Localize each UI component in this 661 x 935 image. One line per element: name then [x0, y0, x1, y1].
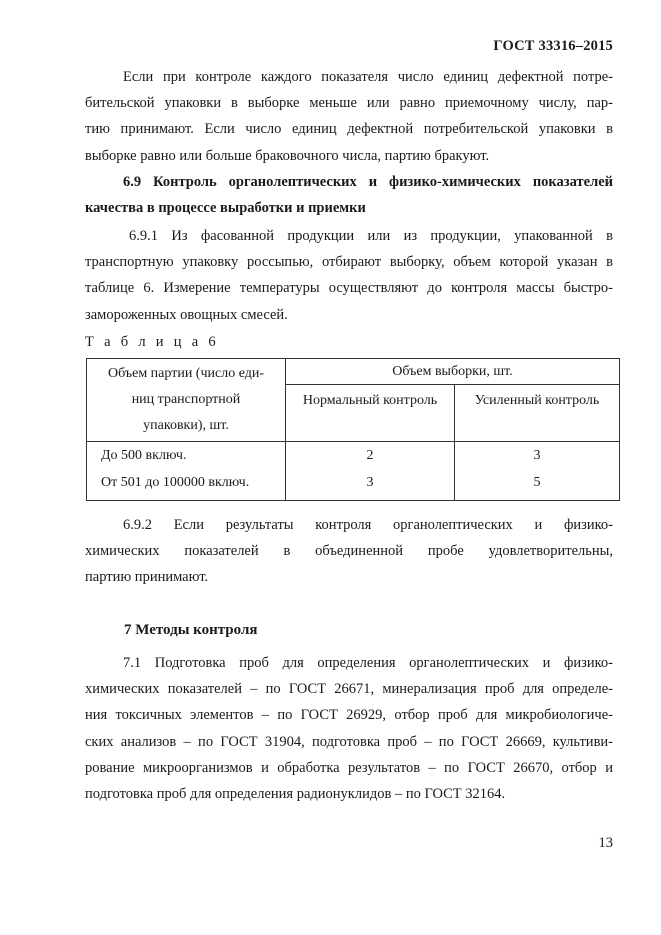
column-header-sample-size: Объем выборки, шт.	[286, 359, 620, 385]
text-line: химических показателей – по ГОСТ 26671, минерализация проб для определе-	[85, 681, 613, 698]
header-line: ниц транспортной	[131, 392, 241, 407]
table-row	[87, 442, 620, 470]
paragraph-6-9-1	[85, 223, 613, 328]
heading-line: качества в процессе выработки и приемки	[85, 200, 366, 217]
cell-normal: 2	[286, 442, 455, 470]
column-header-normal: Нормальный контроль	[286, 385, 455, 442]
table-label: Т а б л и ц а 6	[85, 334, 219, 350]
text-line: 7.1 Подготовка проб для определения органолептических и физико-	[123, 655, 613, 671]
text-line: ских анализов – по ГОСТ 31904, подготовка проб – по ГОСТ 26669, культиви-	[85, 733, 613, 750]
paragraph-acceptance	[85, 64, 613, 169]
text-line: тию принимают. Если число единиц дефектной потребительской упаковки в	[85, 121, 613, 138]
heading-6-9	[85, 169, 613, 221]
cell-strict: 5	[455, 469, 620, 501]
paragraph-6-9-2	[85, 512, 613, 591]
text-line: замороженных овощных смесей.	[85, 306, 288, 323]
text-line: таблице 6. Измерение температуры осуществляют до контроля массы быстро-	[85, 280, 613, 297]
text-line: партию принимают.	[85, 569, 209, 586]
text-line: бительской упаковки в выборке меньше или равно приемочному числу, пар-	[85, 95, 613, 112]
text-line: 6.9.1 Из фасованной продукции или из продукции, упакованной в	[129, 228, 613, 244]
section-heading-7: 7 Методы контроля	[124, 622, 258, 638]
table-row	[87, 469, 620, 501]
paragraph-7-1	[85, 650, 613, 807]
cell-normal: 3	[286, 469, 455, 501]
text-line: химических показателей в объединенной пробе удовлетворительны,	[85, 543, 613, 560]
column-header-lot-size	[87, 359, 286, 442]
text-line: 6.9.2 Если результаты контроля органолептических и физико-	[123, 517, 613, 533]
header-line: Объем партии (число еди-	[107, 366, 265, 381]
text-line: Если при контроле каждого показателя число единиц дефектной потре-	[123, 69, 613, 85]
text-line: подготовка проб для определения радионуклидов – по ГОСТ 32164.	[85, 786, 506, 803]
header-line: упаковки), шт.	[143, 418, 229, 433]
heading-line: 6.9 Контроль органолептических и физико-химических показателей	[123, 174, 613, 190]
sample-size-table	[86, 358, 620, 501]
text-line: рование микроорганизмов и обработка результатов – по ГОСТ 26670, отбор и	[85, 759, 613, 776]
text-line: ния токсичных элементов – по ГОСТ 26929, отбор проб для микробиологиче-	[85, 707, 613, 724]
cell-strict: 3	[455, 442, 620, 470]
column-header-strict: Усиленный контроль	[455, 385, 620, 442]
text-line: выборке равно или больше браковочного числа, партию бракуют.	[85, 147, 490, 164]
row-label: До 500 включ.	[87, 442, 286, 470]
row-label: От 501 до 100000 включ.	[87, 469, 286, 501]
page-number: 13	[598, 835, 613, 851]
text-line: транспортную упаковку россыпью, отбирают выборку, объем которой указан в	[85, 254, 613, 271]
document-header: ГОСТ 33316–2015	[493, 38, 613, 54]
